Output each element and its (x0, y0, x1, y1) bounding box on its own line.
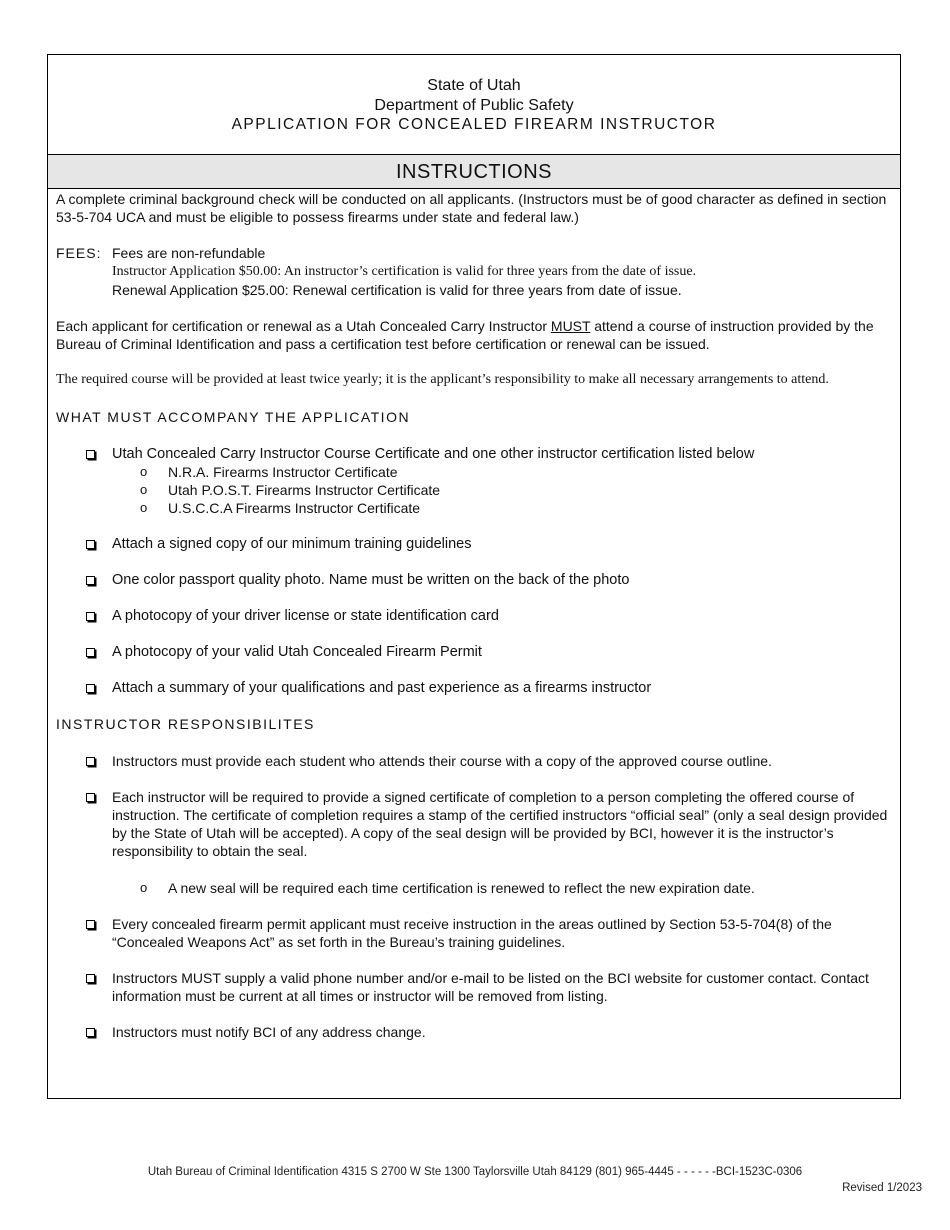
form-frame (47, 54, 901, 1099)
form-header (48, 55, 900, 155)
circle-bullet-icon: o (140, 500, 148, 515)
footer-address: Utah Bureau of Criminal Identification 4315 S 2700 W Ste 1300 Taylorsville Utah 84129 (801) 965-4445 - - - - - -BCI-1523C-0306 (147, 1166, 803, 1178)
responsibility-4: Instructors MUST supply a valid phone number and/or e-mail to be listed on the BCI website for customer contact. Contact information must be current at all times or instructor will be removed from listing. (56, 969, 892, 1005)
circle-bullet-icon: o (140, 464, 148, 479)
checkbox-icon (86, 1028, 95, 1037)
accompany-list (56, 445, 892, 697)
certificate-uscca: o U.S.C.C.A Firearms Instructor Certificate (140, 500, 421, 516)
fees-nonrefundable: Fees are non-refundable (112, 245, 266, 261)
seal-note: o A new seal will be required each time certification is renewed to reflect the new expiration date. (140, 880, 755, 896)
accompany-title: WHAT MUST ACCOMPANY THE APPLICATION (56, 409, 411, 425)
checkbox-icon (86, 540, 95, 549)
accompany-item-3: One color passport quality photo. Name must be written on the back of the photo (56, 571, 892, 589)
certificate-sublist (56, 463, 892, 517)
department-title: Department of Public Safety (374, 97, 574, 114)
accompany-item-5: A photocopy of your valid Utah Concealed Firearm Permit (56, 643, 892, 661)
checkbox-icon (86, 576, 95, 585)
accompany-item-1 (56, 445, 892, 517)
circle-bullet-icon: o (140, 880, 148, 895)
must-emphasis: MUST (550, 318, 591, 334)
accompany-item-4: A photocopy of your driver license or state identification card (56, 607, 892, 625)
fees-section (56, 244, 892, 299)
instructions-content (48, 190, 900, 1041)
fees-instructor-app: Instructor Application $50.00: An instructor’s certification is valid for three years from the date of issue. (112, 264, 697, 279)
checkbox-icon (86, 612, 95, 621)
checkbox-icon (86, 793, 95, 802)
intro-paragraph: A complete criminal background check will be conducted on all applicants. (Instructors must be of good character as defined in section 53-5-704 UCA and must be eligible to possess firearms under state and federal law.) (56, 191, 887, 225)
responsibility-5: Instructors must notify BCI of any address change. (56, 1023, 892, 1041)
checkbox-icon (86, 920, 95, 929)
fees-details (112, 244, 696, 299)
revision-date: Revised 1/2023 (842, 1182, 922, 1194)
checkbox-icon (86, 450, 95, 459)
checkbox-icon (86, 684, 95, 693)
fees-label: FEES: (56, 245, 102, 261)
accompany-item-1-text: Utah Concealed Carry Instructor Course Certificate and one other instructor certification listed below (112, 446, 755, 462)
course-text-1: Each applicant for certification or renewal as a Utah Concealed Carry Instructor (56, 318, 551, 334)
checkbox-icon (86, 974, 95, 983)
circle-bullet-icon: o (140, 482, 148, 497)
course-frequency: The required course will be provided at least twice yearly; it is the applicant’s responsibility to make all necessary arrangements to attend. (56, 372, 829, 387)
responsibilities-list (56, 752, 892, 1041)
checkbox-icon (86, 648, 95, 657)
accompany-item-6: Attach a summary of your qualifications and past experience as a firearms instructor (56, 679, 892, 697)
responsibilities-title: INSTRUCTOR RESPONSIBILITES (56, 716, 315, 732)
course-paragraph (56, 317, 892, 353)
certificate-nra: o N.R.A. Firearms Instructor Certificate (140, 464, 398, 480)
responsibility-3: Every concealed firearm permit applicant must receive instruction in the areas outlined by Section 53-5-704(8) of the “Concealed Weapons Act” as set forth in the Bureau’s training guidelines. (56, 915, 892, 951)
course-text-2: attend a course of instruction provided by the Bureau of Criminal Identification and pass a certification test before certification or renewal can be issued. (56, 318, 874, 352)
responsibility-2: Each instructor will be required to provide a signed certificate of completion to a person completing the offered course of instruction. The certificate of completion requires a stamp of the certified instructors “official seal” (only a seal design provided by the State of Utah will be accepted). A copy of the seal design will be provided by BCI, however it is the instructor’s responsibility to obtain the seal. o A new seal will be required each time certification is renewed to reflect the new expiration date. (56, 788, 892, 897)
accompany-item-2: Attach a signed copy of our minimum training guidelines (56, 535, 892, 553)
certificate-post: o Utah P.O.S.T. Firearms Instructor Certificate (140, 482, 441, 498)
responsibility-1: Instructors must provide each student who attends their course with a copy of the approved course outline. (56, 752, 892, 770)
checkbox-icon (86, 757, 95, 766)
instructions-heading: INSTRUCTIONS (48, 155, 900, 189)
fees-renewal-app: Renewal Application $25.00: Renewal certification is valid for three years from date of issue. (112, 282, 682, 298)
state-title: State of Utah (427, 77, 521, 94)
form-title: APPLICATION FOR CONCEALED FIREARM INSTRUCTOR (231, 116, 717, 133)
